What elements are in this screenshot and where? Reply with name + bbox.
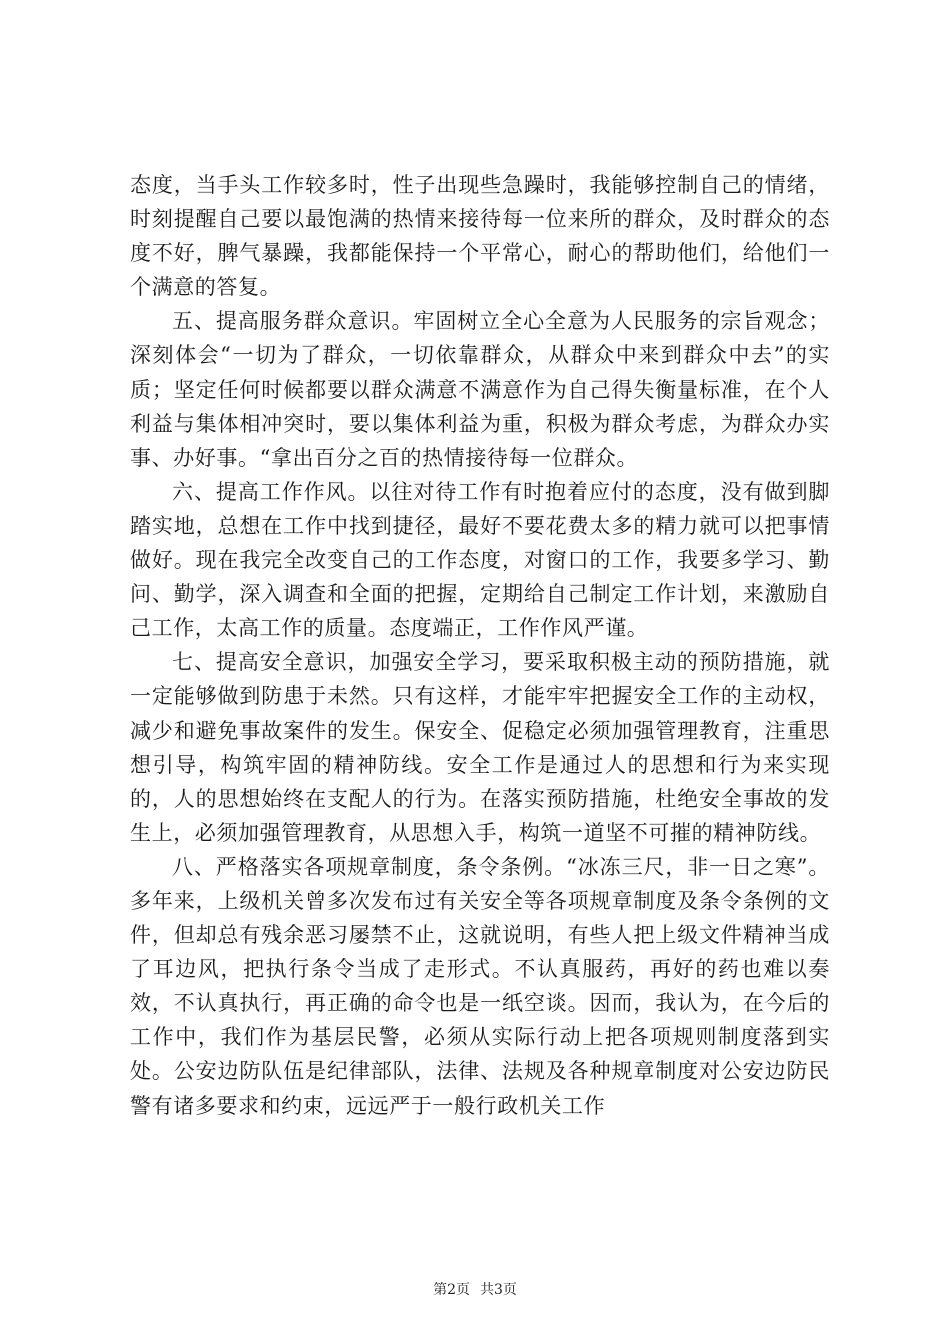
page-number: 第2页 — [433, 1282, 470, 1298]
paragraph-section-7: 七、提高安全意识，加强安全学习，要采取积极主动的预防措施，就一定能够做到防患于未然。只有这样，才能牢牢把握安全工作的主动权，减少和避免事故案件的发生。保安全、促稳定必须加强管理教育，注重思想引导，构筑牢固的精神防线。安全工作是通过人的思想和行为来实现的，人的思想始终在支配人的行为。在落实预防措施，杜绝安全事故的发生上，必须加强管理教育，从思想入手，构筑一道坚不可摧的精神防线。 — [130, 650, 830, 845]
document-body — [130, 168, 830, 1123]
page-footer — [0, 1280, 950, 1300]
paragraph-continuation: 态度，当手头工作较多时，性子出现些急躁时，我能够控制自己的情绪，时刻提醒自己要以最饱满的热情来接待每一位来所的群众，及时群众的态度不好，脾气暴躁，我都能保持一个平常心，耐心的帮助他们，给他们一个满意的答复。 — [130, 173, 830, 300]
page-total: 共3页 — [480, 1282, 517, 1298]
paragraph-section-6: 六、提高工作作风。以往对待工作有时抱着应付的态度，没有做到脚踏实地，总想在工作中找到捷径，最好不要花费太多的精力就可以把事情做好。现在我完全改变自己的工作态度，对窗口的工作，我要多学习、勤问、勤学，深入调查和全面的把握，定期给自己制定工作计划，来激励自己工作，太高工作的质量。态度端正，工作作风严谨。 — [130, 479, 830, 641]
paragraph-section-8: 八、严格落实各项规章制度，条令条例。“冰冻三尺，非一日之寒”。多年来，上级机关曾多次发布过有关安全等各项规章制度及条令条例的文件，但却总有残余恶习屡禁不止，这就说明，有些人把上级文件精神当成了耳边风，把执行条令当成了走形式。不认真服药，再好的药也难以奏效，不认真执行，再正确的命令也是一纸空谈。因而，我认为，在今后的工作中，我们作为基层民警，必须从实际行动上把各项规则制度落到实处。公安边防队伍是纪律部队，法律、法规及各种规章制度对公安边防民警有诸多要求和约束，远远严于一般行政机关工作 — [130, 854, 830, 1118]
paragraph-section-5: 五、提高服务群众意识。牢固树立全心全意为人民服务的宗旨观念；深刻体会“一切为了群众，一切依靠群众，从群众中来到群众中去”的实质；坚定任何时候都要以群众满意不满意作为自己得失衡量标准，在个人利益与集体相冲突时，要以集体利益为重，积极为群众考虑，为群众办实事、办好事。“拿出百分之百的热情接待每一位群众。 — [130, 309, 830, 470]
